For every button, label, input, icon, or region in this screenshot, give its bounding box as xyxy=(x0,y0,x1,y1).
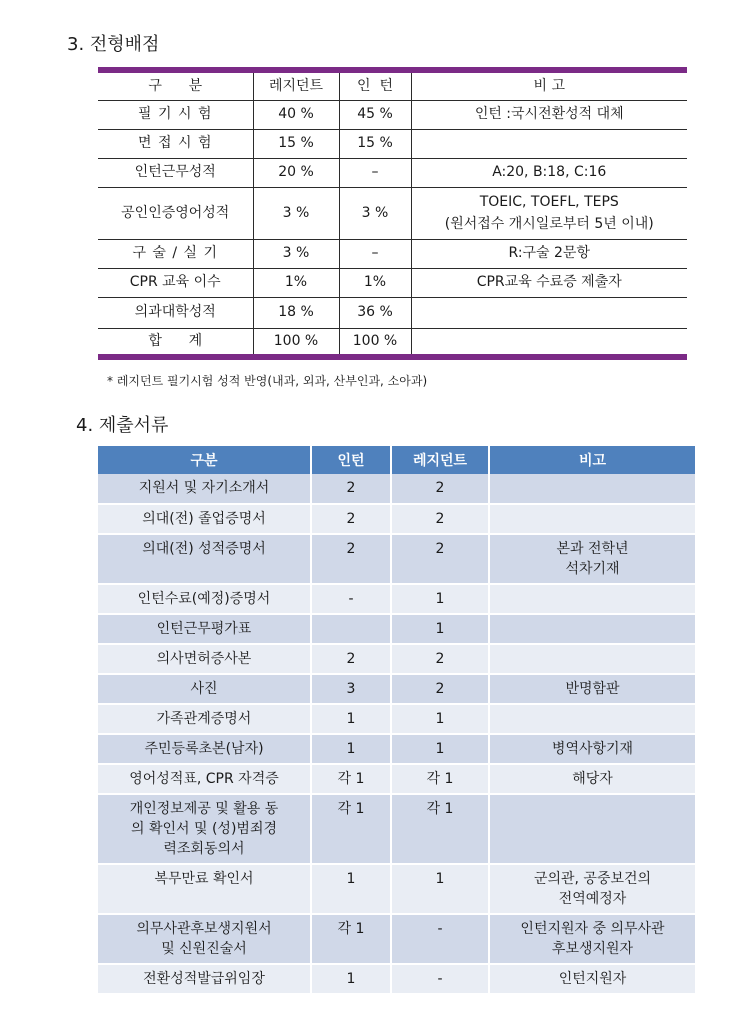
document-intern-count xyxy=(311,614,391,644)
document-note-line: 후보생지원자 xyxy=(551,941,634,957)
document-intern-count: 2 xyxy=(311,474,391,504)
scoring-row xyxy=(98,239,687,268)
document-note xyxy=(489,914,695,964)
section3-heading: 3. 전형배점 xyxy=(67,34,160,55)
scoring-intern: 45 % xyxy=(339,100,411,129)
document-resident-count: 2 xyxy=(391,644,489,674)
document-name-line: 가족관계증명서 xyxy=(156,711,252,727)
document-note xyxy=(489,764,695,794)
document-name xyxy=(98,674,311,704)
document-name xyxy=(98,794,311,864)
scoring-note: A:20, B:18, C:16 xyxy=(411,158,687,187)
document-intern-count: 2 xyxy=(311,534,391,584)
document-resident-count: 1 xyxy=(391,704,489,734)
document-resident-count: - xyxy=(391,914,489,964)
document-name xyxy=(98,614,311,644)
document-intern-count: 1 xyxy=(311,704,391,734)
document-resident-count: 각 1 xyxy=(391,794,489,864)
document-note-line: 석차기재 xyxy=(565,561,620,577)
document-row xyxy=(98,964,695,994)
document-intern-count: - xyxy=(311,584,391,614)
document-row xyxy=(98,734,695,764)
document-resident-count: 2 xyxy=(391,534,489,584)
document-note xyxy=(489,504,695,534)
document-note-line: 군의관, 공중보건의 xyxy=(533,871,652,887)
scoring-intern: 1% xyxy=(339,268,411,297)
document-intern-count: 2 xyxy=(311,644,391,674)
document-note-line: 인턴지원자 중 의무사관 xyxy=(520,921,665,937)
document-name-line: 영어성적표, CPR 자격증 xyxy=(129,771,279,787)
document-name xyxy=(98,534,311,584)
document-intern-count: 2 xyxy=(311,504,391,534)
scoring-note-line: (원서접수 개시일로부터 5년 이내) xyxy=(444,216,654,232)
scoring-category: CPR 교육 이수 xyxy=(98,268,253,297)
scoring-category: 인턴근무성적 xyxy=(98,158,253,187)
scoring-header-row xyxy=(98,70,687,100)
scoring-table xyxy=(98,67,687,360)
document-note-line: 본과 전학년 xyxy=(556,541,629,557)
document-row xyxy=(98,794,695,864)
document-note xyxy=(489,474,695,504)
document-name-line: 전환성적발급위임장 xyxy=(143,971,265,987)
scoring-resident: 15 % xyxy=(253,129,339,158)
document-name-line: 사진 xyxy=(190,681,218,697)
document-name-line: 복무만료 확인서 xyxy=(154,871,254,887)
document-row xyxy=(98,534,695,584)
scoring-intern: – xyxy=(339,239,411,268)
documents-col-category: 구분 xyxy=(98,446,311,474)
document-row xyxy=(98,674,695,704)
document-resident-count: - xyxy=(391,964,489,994)
document-row xyxy=(98,914,695,964)
document-resident-count: 2 xyxy=(391,674,489,704)
document-intern-count: 1 xyxy=(311,734,391,764)
document-intern-count: 3 xyxy=(311,674,391,704)
documents-col-resident: 레지던트 xyxy=(391,446,489,474)
scoring-col-category: 구 분 xyxy=(98,70,253,100)
document-name-line: 의무사관후보생지원서 xyxy=(136,921,272,937)
document-name-line: 및 신원진술서 xyxy=(161,941,247,957)
documents-col-note: 비고 xyxy=(489,446,695,474)
document-name-line: 의 확인서 및 (성)범죄경 xyxy=(131,821,277,837)
scoring-note: 인턴 :국시전환성적 대체 xyxy=(411,100,687,129)
scoring-intern: 100 % xyxy=(339,328,411,357)
document-intern-count: 1 xyxy=(311,864,391,914)
document-row xyxy=(98,764,695,794)
scoring-note xyxy=(411,187,687,239)
document-note-line: 반명함판 xyxy=(565,681,620,697)
scoring-note xyxy=(411,129,687,158)
document-note xyxy=(489,794,695,864)
document-name-line: 주민등록초본(남자) xyxy=(144,741,264,757)
scoring-resident: 18 % xyxy=(253,297,339,328)
document-name-line: 인턴근무평가표 xyxy=(156,621,252,637)
document-note-line: 병역사항기재 xyxy=(551,741,634,757)
document-note xyxy=(489,534,695,584)
document-name-line: 력조회동의서 xyxy=(163,841,245,857)
scoring-note xyxy=(411,297,687,328)
document-name xyxy=(98,764,311,794)
document-name-line: 개인정보제공 및 활용 동 xyxy=(129,801,279,817)
scoring-intern: 15 % xyxy=(339,129,411,158)
scoring-resident: 1% xyxy=(253,268,339,297)
scoring-col-note: 비 고 xyxy=(411,70,687,100)
scoring-resident: 3 % xyxy=(253,239,339,268)
document-note xyxy=(489,584,695,614)
scoring-intern: 36 % xyxy=(339,297,411,328)
scoring-col-intern: 인 턴 xyxy=(339,70,411,100)
scoring-note: CPR교육 수료증 제출자 xyxy=(411,268,687,297)
scoring-resident: 40 % xyxy=(253,100,339,129)
document-row xyxy=(98,584,695,614)
scoring-row xyxy=(98,158,687,187)
document-name-line: 인턴수료(예정)증명서 xyxy=(137,591,271,607)
scoring-note xyxy=(411,328,687,357)
scoring-category: 구 술 / 실 기 xyxy=(98,239,253,268)
document-intern-count: 각 1 xyxy=(311,764,391,794)
scoring-category: 합 계 xyxy=(98,328,253,357)
document-resident-count: 각 1 xyxy=(391,764,489,794)
document-name xyxy=(98,864,311,914)
document-note-line: 해당자 xyxy=(572,771,613,787)
scoring-resident: 100 % xyxy=(253,328,339,357)
document-note xyxy=(489,674,695,704)
document-intern-count: 각 1 xyxy=(311,914,391,964)
section4-heading: 4. 제출서류 xyxy=(76,415,169,436)
document-name xyxy=(98,704,311,734)
document-name xyxy=(98,734,311,764)
scoring-total-row xyxy=(98,328,687,357)
document-intern-count: 1 xyxy=(311,964,391,994)
documents-table xyxy=(98,446,695,995)
document-resident-count: 1 xyxy=(391,614,489,644)
document-note xyxy=(489,644,695,674)
document-note-line: 인턴지원자 xyxy=(558,971,627,987)
documents-header-row xyxy=(98,446,695,474)
document-resident-count: 2 xyxy=(391,474,489,504)
document-row xyxy=(98,864,695,914)
document-note xyxy=(489,704,695,734)
scoring-row xyxy=(98,268,687,297)
documents-col-intern: 인턴 xyxy=(311,446,391,474)
scoring-category: 의과대학성적 xyxy=(98,297,253,328)
scoring-note: R:구술 2문항 xyxy=(411,239,687,268)
document-note-line: 전역예정자 xyxy=(558,891,627,907)
document-resident-count: 1 xyxy=(391,864,489,914)
document-note xyxy=(489,734,695,764)
document-note xyxy=(489,614,695,644)
document-resident-count: 1 xyxy=(391,734,489,764)
document-row xyxy=(98,644,695,674)
scoring-category: 필 기 시 험 xyxy=(98,100,253,129)
document-intern-count: 각 1 xyxy=(311,794,391,864)
document-resident-count: 2 xyxy=(391,504,489,534)
document-name xyxy=(98,914,311,964)
scoring-resident: 20 % xyxy=(253,158,339,187)
document-name xyxy=(98,474,311,504)
document-name xyxy=(98,584,311,614)
scoring-intern: 3 % xyxy=(339,187,411,239)
document-name-line: 지원서 및 자기소개서 xyxy=(138,480,270,496)
scoring-intern: – xyxy=(339,158,411,187)
document-name xyxy=(98,504,311,534)
scoring-row xyxy=(98,100,687,129)
documents-body xyxy=(98,474,695,994)
document-name xyxy=(98,644,311,674)
scoring-row xyxy=(98,129,687,158)
scoring-note-line: TOEIC, TOEFL, TEPS xyxy=(479,194,619,210)
document-row xyxy=(98,704,695,734)
footnote: * 레지던트 필기시험 성적 반영(내과, 외과, 산부인과, 소아과) xyxy=(107,374,428,388)
document-name-line: 의사면허증사본 xyxy=(156,651,252,667)
document-name-line: 의대(전) 졸업증명서 xyxy=(142,511,266,527)
document-row xyxy=(98,614,695,644)
document-row xyxy=(98,504,695,534)
document-row xyxy=(98,474,695,504)
scoring-category: 공인인증영어성적 xyxy=(98,187,253,239)
scoring-category: 면 접 시 험 xyxy=(98,129,253,158)
scoring-row xyxy=(98,297,687,328)
scoring-row xyxy=(98,187,687,239)
scoring-resident: 3 % xyxy=(253,187,339,239)
scoring-col-resident: 레지던트 xyxy=(253,70,339,100)
document-name-line: 의대(전) 성적증명서 xyxy=(142,541,266,557)
document-name xyxy=(98,964,311,994)
document-resident-count: 1 xyxy=(391,584,489,614)
document-note xyxy=(489,964,695,994)
document-note xyxy=(489,864,695,914)
